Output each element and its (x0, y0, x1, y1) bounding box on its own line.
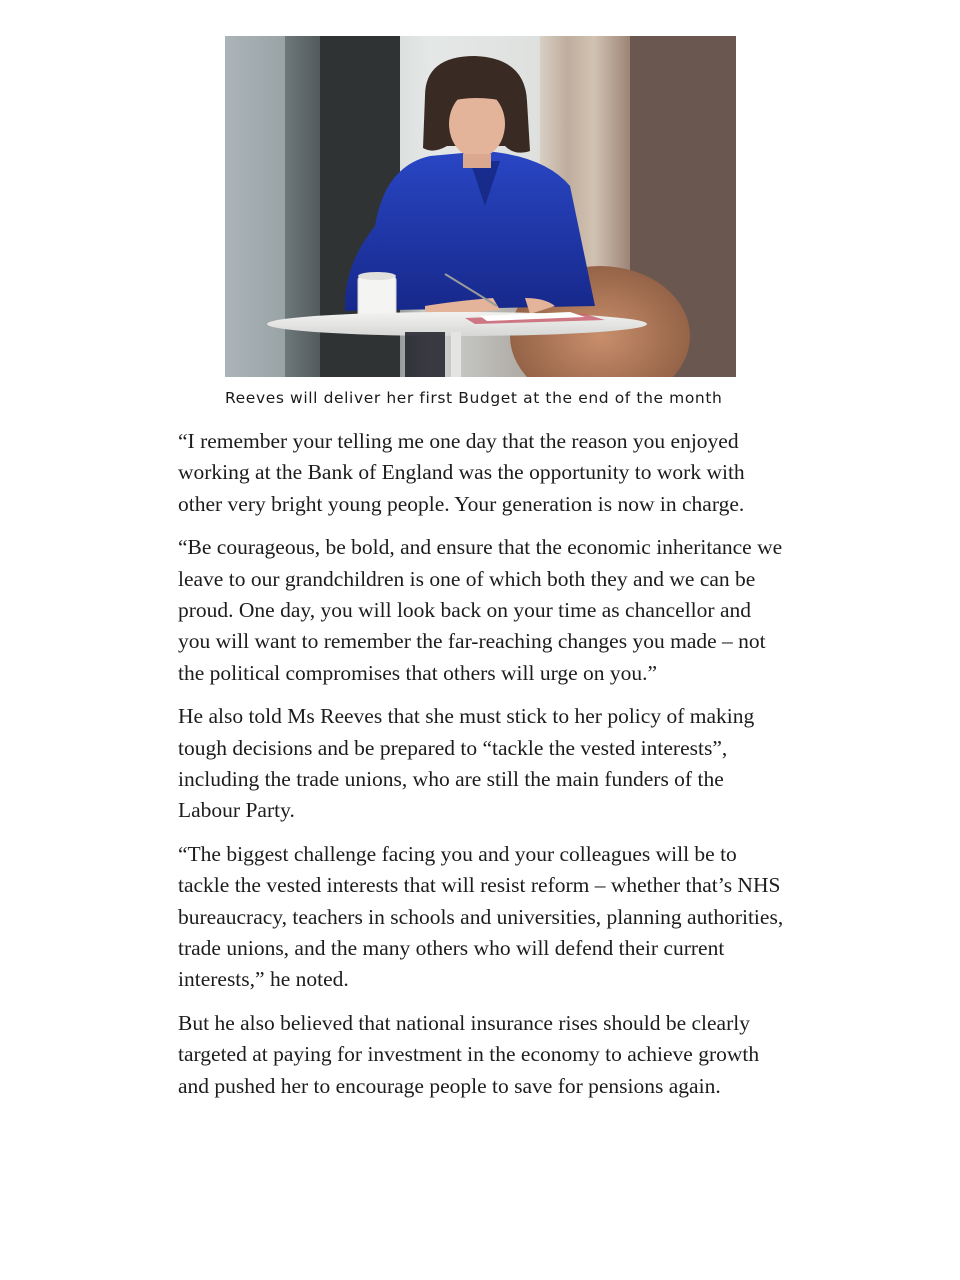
paragraph-4: “The biggest challenge facing you and your colleagues will be to tackle the vested interests that will resist reform – whether that’s NHS bureaucracy, teachers in schools and universities, planning authorities, trade unions, and the many others who will defend their current interests,” he noted. (178, 842, 784, 992)
photo-illustration (225, 36, 736, 377)
photo-caption: Reeves will deliver her first Budget at the end of the month (225, 389, 723, 407)
paragraph-5: But he also believed that national insurance rises should be clearly targeted at paying for investment in the economy to achieve growth and pushed her to encourage people to save for pensions again. (178, 1011, 760, 1098)
article-figure (225, 36, 736, 409)
article-body (178, 426, 788, 1114)
paragraph-2: “Be courageous, be bold, and ensure that the economic inheritance we leave to our grandchildren is one of which both they and we can be proud. One day, you will look back on your time as chancellor and you will want to remember the far-reaching changes you made – not the political compromises that others will urge on you.” (178, 535, 783, 685)
article-photo (225, 36, 736, 377)
paragraph-3: He also told Ms Reeves that she must stick to her policy of making tough decisions and be prepared to “tackle the vested interests”, including the trade unions, who are still the main funders of the Labour Party. (178, 704, 755, 823)
paragraph-1: “I remember your telling me one day that the reason you enjoyed working at the Bank of England was the opportunity to work with other very bright young people. Your generation is now in charge. (178, 429, 745, 516)
